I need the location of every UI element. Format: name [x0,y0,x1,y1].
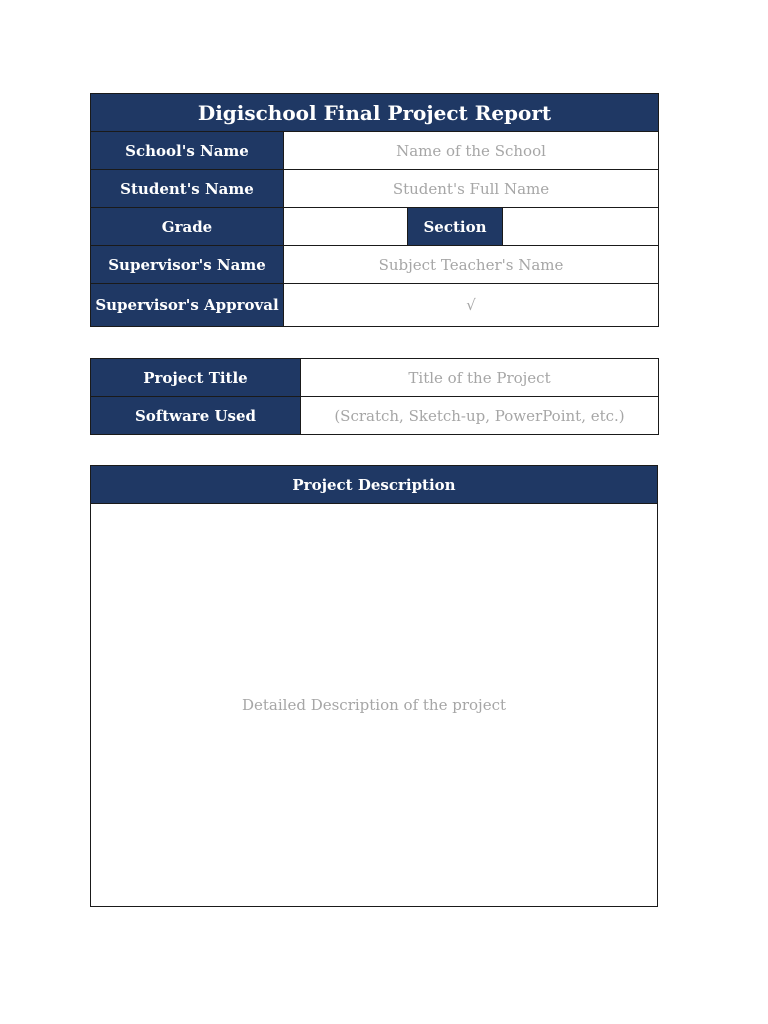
school-name-label: School's Name [91,132,284,170]
section-label: Section [408,208,503,246]
grade-label: Grade [91,208,284,246]
project-description-table [90,465,658,907]
project-info-table [90,358,659,435]
project-description-field[interactable]: Detailed Description of the project [91,504,658,907]
software-used-label: Software Used [91,397,301,435]
grade-field[interactable] [284,208,408,246]
supervisor-approval-label: Supervisor's Approval [91,284,284,327]
report-info-table [90,93,659,327]
project-title-field[interactable]: Title of the Project [301,359,659,397]
supervisor-name-field[interactable]: Subject Teacher's Name [284,246,659,284]
project-title-label: Project Title [91,359,301,397]
supervisor-approval-field[interactable]: √ [284,284,659,327]
section-field[interactable] [503,208,659,246]
student-name-field[interactable]: Student's Full Name [284,170,659,208]
project-description-header: Project Description [91,466,658,504]
software-used-field[interactable]: (Scratch, Sketch-up, PowerPoint, etc.) [301,397,659,435]
report-title: Digischool Final Project Report [91,94,659,132]
student-name-label: Student's Name [91,170,284,208]
supervisor-name-label: Supervisor's Name [91,246,284,284]
school-name-field[interactable]: Name of the School [284,132,659,170]
